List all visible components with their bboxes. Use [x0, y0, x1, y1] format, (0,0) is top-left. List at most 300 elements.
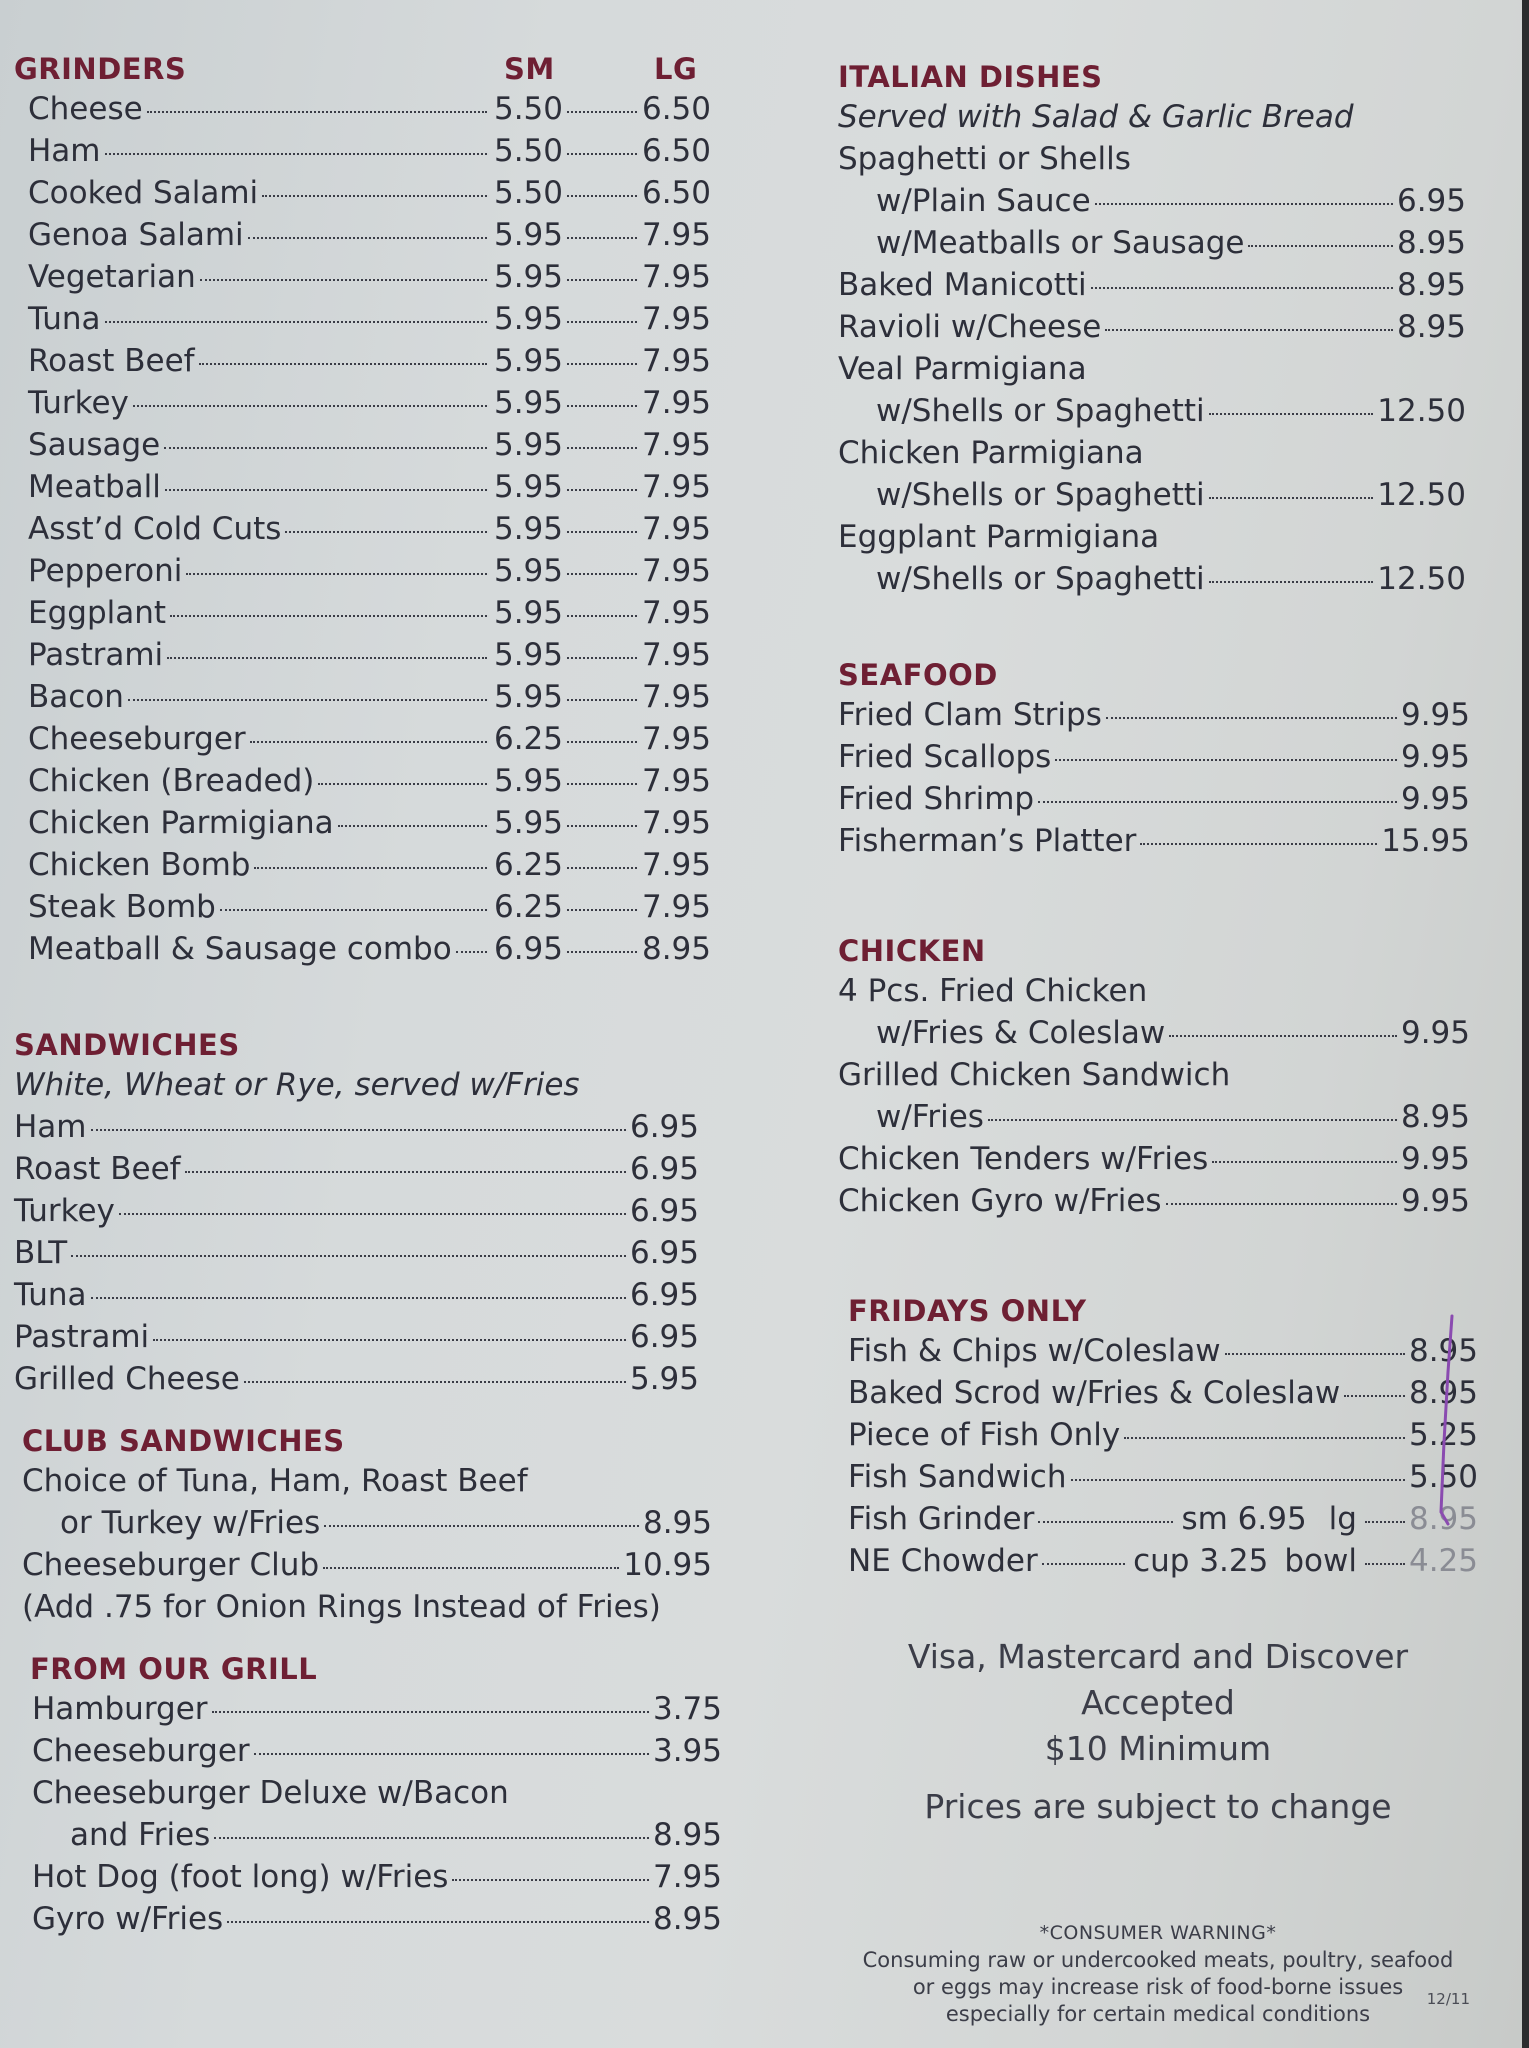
leader-dots: [567, 741, 637, 743]
grinder-lg-price: 7.95: [641, 553, 711, 589]
deluxe-price: 8.95: [652, 1817, 722, 1853]
meatballs-price: 8.95: [1396, 225, 1466, 261]
chicken-list: [838, 970, 1470, 1222]
gyro-price: 8.95: [652, 1901, 722, 1937]
spaghetti-line: Spaghetti or Shells: [838, 141, 1131, 177]
grilled-chicken-sub: w/Fries: [876, 1099, 984, 1135]
chowder-cup: cup 3.25: [1133, 1543, 1269, 1579]
grinder-row: [28, 424, 711, 466]
pen-mark-icon: [1436, 1312, 1454, 1534]
grilled-chicken-line: Grilled Chicken Sandwich: [838, 1057, 1231, 1093]
leader-dots: [105, 321, 487, 323]
piece-price: 5.25: [1408, 1417, 1478, 1453]
club-line2-price: 8.95: [642, 1505, 712, 1541]
club-note: (Add .75 for Onion Rings Instead of Fries): [22, 1589, 661, 1625]
leader-dots: [91, 1129, 626, 1131]
leader-dots: [567, 615, 637, 617]
grinder-lg-price: 7.95: [641, 217, 711, 253]
grinder-row: [28, 802, 711, 844]
leader-dots: [567, 405, 637, 407]
leader-dots: [567, 321, 637, 323]
grinder-name: Chicken (Breaded): [28, 763, 315, 799]
chowder-name: NE Chowder: [848, 1543, 1038, 1579]
sandwich-row: [14, 1106, 699, 1148]
sandwich-row-price: 6.95: [629, 1319, 699, 1355]
leader-dots: [262, 195, 487, 197]
leader-dots: [1209, 497, 1374, 499]
leader-dots: [1140, 843, 1377, 845]
leader-dots: [1365, 1521, 1405, 1523]
italian-row: [838, 222, 1466, 264]
chicken-parm-line: Chicken Parmigiana: [838, 435, 1144, 471]
grill-row: [32, 1688, 722, 1730]
plain-sauce-name: w/Plain Sauce: [876, 183, 1091, 219]
grill-row: [32, 1898, 722, 1940]
seafood-heading: SEAFOOD: [838, 658, 998, 692]
club-row-cheeseburger: [22, 1544, 712, 1586]
sandwich-row-name: Tuna: [14, 1277, 87, 1313]
leader-dots: [133, 405, 487, 407]
sandwich-row-price: 5.95: [629, 1361, 699, 1397]
leader-dots: [988, 1119, 1397, 1121]
grinder-row: [28, 172, 711, 214]
grinder-lg-price: 7.95: [641, 427, 711, 463]
grinder-sm-price: 6.25: [493, 721, 563, 757]
seafood-row: [838, 820, 1470, 862]
leader-dots: [567, 951, 637, 953]
sandwich-row: [14, 1274, 699, 1316]
grinder-lg-price: 7.95: [641, 637, 711, 673]
seafood-row-price: 9.95: [1400, 781, 1470, 817]
grinder-sm-price: 5.95: [493, 511, 563, 547]
fish-grinder-name: Fish Grinder: [848, 1501, 1035, 1537]
grinder-row: [28, 340, 711, 382]
grinder-row: [28, 466, 711, 508]
grinder-name: Bacon: [28, 679, 124, 715]
leader-dots: [164, 447, 487, 449]
leader-dots: [567, 699, 637, 701]
sandwich-row-price: 6.95: [629, 1151, 699, 1187]
sandwich-row: [14, 1316, 699, 1358]
seafood-row-price: 9.95: [1400, 739, 1470, 775]
left-column: [14, 50, 722, 1940]
club-list: [14, 1460, 712, 1628]
leader-dots: [220, 909, 487, 911]
italian-row: [838, 264, 1466, 306]
grill-list: [14, 1688, 722, 1940]
leader-dots: [1124, 1437, 1405, 1439]
italian-heading: ITALIAN DISHES: [838, 60, 1103, 94]
sandwich-row-name: Pastrami: [14, 1319, 150, 1355]
leader-dots: [165, 489, 487, 491]
leader-dots: [338, 825, 487, 827]
leader-dots: [1248, 245, 1393, 247]
fried-chicken-line: 4 Pcs. Fried Chicken: [838, 973, 1148, 1009]
seafood-row: [838, 694, 1470, 736]
fridays-row: [848, 1414, 1478, 1456]
leader-dots: [456, 951, 487, 953]
italian-row: [838, 474, 1466, 516]
tenders-price: 9.95: [1400, 1141, 1470, 1177]
chicken-row: [838, 1138, 1470, 1180]
sandwich-row: [14, 1358, 699, 1400]
warning-line: or eggs may increase risk of food-borne issues: [912, 1975, 1404, 1999]
leader-dots: [1106, 717, 1397, 719]
grinder-name: Chicken Bomb: [28, 847, 251, 883]
grinder-name: Ham: [28, 133, 101, 169]
grinders-heading: [14, 50, 714, 88]
italian-row: [838, 390, 1466, 432]
date-code: 12/11: [1426, 1990, 1470, 2008]
fish-chips-name: Fish & Chips w/Coleslaw: [848, 1333, 1221, 1369]
grinder-lg-price: 7.95: [641, 343, 711, 379]
prices-note: Prices are subject to change: [924, 1787, 1392, 1826]
grinder-sm-price: 5.95: [493, 301, 563, 337]
grinder-sm-price: 5.95: [493, 679, 563, 715]
gyro-name: Gyro w/Fries: [32, 1901, 224, 1937]
leader-dots: [200, 279, 487, 281]
leader-dots: [318, 783, 487, 785]
leader-dots: [567, 111, 637, 113]
fridays-row: [848, 1456, 1478, 1498]
grinder-lg-price: 7.95: [641, 259, 711, 295]
leader-dots: [567, 237, 637, 239]
chicken-heading: CHICKEN: [838, 934, 986, 968]
seafood-row-price: 9.95: [1400, 697, 1470, 733]
sandwiches-subtitle: White, Wheat or Rye, served w/Fries: [14, 1067, 580, 1103]
leader-dots: [452, 1879, 649, 1881]
leader-dots: [244, 1381, 626, 1383]
leader-dots: [1038, 1521, 1173, 1523]
leader-dots: [254, 1753, 649, 1755]
sandwich-row-price: 6.95: [629, 1109, 699, 1145]
leader-dots: [248, 237, 487, 239]
leader-dots: [250, 741, 487, 743]
fridays-heading: FRIDAYS ONLY: [848, 1294, 1087, 1328]
grill-row: [32, 1856, 722, 1898]
seafood-row-name: Fried Clam Strips: [838, 697, 1102, 733]
grinder-name: Cheeseburger: [28, 721, 246, 757]
leader-dots: [212, 1711, 649, 1713]
sandwich-row: [14, 1232, 699, 1274]
fridays-row: [848, 1372, 1478, 1414]
grinder-sm-price: 5.95: [493, 469, 563, 505]
leader-dots: [567, 153, 637, 155]
grinder-row: [28, 844, 711, 886]
fish-sandwich-price: 5.50: [1408, 1459, 1478, 1495]
leader-dots: [199, 363, 487, 365]
grinder-row: [28, 634, 711, 676]
leader-dots: [567, 573, 637, 575]
grinder-row: [28, 130, 711, 172]
seafood-row: [838, 778, 1470, 820]
grinder-row: [28, 88, 711, 130]
deluxe-line1: Cheeseburger Deluxe w/Bacon: [32, 1775, 509, 1811]
fish-grinder-sm: sm 6.95: [1181, 1501, 1307, 1537]
chicken-row: [838, 1096, 1470, 1138]
club-row-choice: [22, 1502, 712, 1544]
grinder-row: [28, 382, 711, 424]
fish-chips-price: 8.95: [1408, 1333, 1478, 1369]
chicken-parm-sub: w/Shells or Spaghetti: [876, 477, 1205, 513]
leader-dots: [186, 573, 487, 575]
grinder-lg-price: 7.95: [641, 721, 711, 757]
warning-title: *CONSUMER WARNING*: [1039, 1922, 1277, 1944]
grinder-name: Cheese: [28, 91, 143, 127]
leader-dots: [567, 783, 637, 785]
leader-dots: [567, 531, 637, 533]
grinder-name: Chicken Parmigiana: [28, 805, 334, 841]
leader-dots: [567, 825, 637, 827]
fridays-row: [848, 1498, 1478, 1540]
leader-dots: [567, 195, 637, 197]
grilled-chicken-price: 8.95: [1400, 1099, 1470, 1135]
leader-dots: [153, 1339, 626, 1341]
sandwich-row: [14, 1148, 699, 1190]
ravioli-price: 8.95: [1396, 309, 1466, 345]
leader-dots: [567, 657, 637, 659]
fried-chicken-price: 9.95: [1400, 1015, 1470, 1051]
eggplant-parm-sub: w/Shells or Spaghetti: [876, 561, 1205, 597]
grinder-sm-price: 5.50: [493, 133, 563, 169]
seafood-row-name: Fried Scallops: [838, 739, 1052, 775]
club-line1: Choice of Tuna, Ham, Roast Beef: [22, 1463, 528, 1499]
grinder-row: [28, 592, 711, 634]
fish-sandwich-name: Fish Sandwich: [848, 1459, 1067, 1495]
veal-price: 12.50: [1377, 393, 1466, 429]
grinder-row: [28, 508, 711, 550]
tenders-name: Chicken Tenders w/Fries: [838, 1141, 1209, 1177]
grinder-lg-price: 7.95: [641, 679, 711, 715]
chowder-bowl-price: 4.25: [1408, 1543, 1478, 1579]
grinder-sm-price: 5.95: [493, 217, 563, 253]
chowder-bowl-label: bowl: [1284, 1543, 1357, 1579]
grinder-lg-price: 7.95: [641, 763, 711, 799]
grinder-row: [28, 760, 711, 802]
leader-dots: [214, 1837, 649, 1839]
warning-line: especially for certain medical conditions: [945, 2002, 1371, 2026]
grinder-sm-price: 5.95: [493, 637, 563, 673]
italian-row: [838, 306, 1466, 348]
grinder-sm-price: 5.50: [493, 91, 563, 127]
grinder-lg-price: 7.95: [641, 805, 711, 841]
leader-dots: [567, 363, 637, 365]
italian-list: [838, 138, 1466, 600]
grinder-lg-price: 7.95: [641, 889, 711, 925]
grinder-row: [28, 886, 711, 928]
leader-dots: [1365, 1563, 1405, 1565]
grinder-lg-price: 7.95: [641, 469, 711, 505]
fried-chicken-sub: w/Fries & Coleslaw: [876, 1015, 1166, 1051]
italian-row: [838, 558, 1466, 600]
grinder-lg-price: 7.95: [641, 385, 711, 421]
leader-dots: [567, 279, 637, 281]
grinder-name: Tuna: [28, 301, 101, 337]
grinder-sm-price: 5.95: [493, 805, 563, 841]
grinder-sm-price: 5.95: [493, 763, 563, 799]
right-column: [838, 58, 1478, 2028]
eggplant-parm-line: Eggplant Parmigiana: [838, 519, 1160, 555]
chicken-row: [838, 1012, 1470, 1054]
grinder-sm-price: 6.25: [493, 847, 563, 883]
grinder-lg-price: 6.50: [641, 133, 711, 169]
leader-dots: [105, 153, 487, 155]
leader-dots: [285, 531, 487, 533]
grinder-lg-price: 7.95: [641, 847, 711, 883]
scrod-name: Baked Scrod w/Fries & Coleslaw: [848, 1375, 1341, 1411]
leader-dots: [1095, 203, 1393, 205]
grinder-lg-price: 7.95: [641, 511, 711, 547]
leader-dots: [1209, 581, 1374, 583]
leader-dots: [128, 699, 487, 701]
grinder-name: Roast Beef: [28, 343, 195, 379]
leader-dots: [1169, 1035, 1397, 1037]
leader-dots: [167, 657, 487, 659]
seafood-row-name: Fisherman’s Platter: [838, 823, 1137, 859]
seafood-row: [838, 736, 1470, 778]
leader-dots: [147, 111, 487, 113]
plain-sauce-price: 6.95: [1396, 183, 1466, 219]
grinder-lg-price: 6.50: [641, 175, 711, 211]
fish-grinder-lg: 8.95: [1408, 1501, 1478, 1537]
grill-row: [32, 1814, 722, 1856]
cheeseburger-club-name: Cheeseburger Club: [22, 1547, 320, 1583]
grinder-row: [28, 676, 711, 718]
sandwich-row-name: Grilled Cheese: [14, 1361, 240, 1397]
grinder-lg-price: 7.95: [641, 595, 711, 631]
manicotti-price: 8.95: [1396, 267, 1466, 303]
leader-dots: [1071, 1479, 1405, 1481]
seafood-list: [838, 694, 1470, 862]
grinder-sm-price: 6.95: [493, 931, 563, 967]
chicken-gyro-name: Chicken Gyro w/Fries: [838, 1183, 1162, 1219]
leader-dots: [170, 615, 487, 617]
leader-dots: [567, 489, 637, 491]
grinder-name: Meatball: [28, 469, 161, 505]
italian-row: [838, 180, 1466, 222]
sandwich-row: [14, 1190, 699, 1232]
leader-dots: [1042, 1563, 1125, 1565]
grinder-sm-price: 5.95: [493, 385, 563, 421]
grinder-row: [28, 550, 711, 592]
leader-dots: [567, 909, 637, 911]
sandwiches-list: [14, 1106, 699, 1400]
grinder-name: Eggplant: [28, 595, 167, 631]
grinder-sm-price: 6.25: [493, 889, 563, 925]
grinder-sm-price: 5.95: [493, 595, 563, 631]
grinder-lg-price: 7.95: [641, 301, 711, 337]
hotdog-name: Hot Dog (foot long) w/Fries: [32, 1859, 449, 1895]
leader-dots: [1344, 1395, 1405, 1397]
leader-dots: [1105, 329, 1393, 331]
club-heading: CLUB SANDWICHES: [22, 1424, 345, 1458]
payment-info: [838, 1634, 1478, 1830]
leader-dots: [1209, 413, 1374, 415]
chicken-row: [838, 1180, 1470, 1222]
grill-row: [32, 1730, 722, 1772]
cheeseburger-name: Cheeseburger: [32, 1733, 250, 1769]
cheeseburger-club-price: 10.95: [623, 1547, 712, 1583]
piece-name: Piece of Fish Only: [848, 1417, 1121, 1453]
grinders-list: [14, 88, 711, 970]
leader-dots: [91, 1297, 626, 1299]
leader-dots: [71, 1255, 626, 1257]
veal-line: Veal Parmigiana: [838, 351, 1087, 387]
ravioli-name: Ravioli w/Cheese: [838, 309, 1102, 345]
sandwich-row-price: 6.95: [629, 1193, 699, 1229]
leader-dots: [185, 1171, 626, 1173]
grinder-row: [28, 718, 711, 760]
grinder-name: Asst’d Cold Cuts: [28, 511, 282, 547]
grinder-sm-price: 5.95: [493, 427, 563, 463]
grinders-sm-label: SM: [504, 52, 555, 86]
fish-grinder-lg-label: lg: [1328, 1501, 1357, 1537]
sandwiches-heading: SANDWICHES: [14, 1028, 240, 1062]
manicotti-name: Baked Manicotti: [838, 267, 1087, 303]
grinder-name: Cooked Salami: [28, 175, 259, 211]
fridays-row: [848, 1330, 1478, 1372]
meatballs-name: w/Meatballs or Sausage: [876, 225, 1245, 261]
leader-dots: [567, 447, 637, 449]
deluxe-line2: and Fries: [70, 1817, 211, 1853]
warning-line: Consuming raw or undercooked meats, poultry, seafood: [862, 1948, 1454, 1972]
grinder-name: Turkey: [28, 385, 129, 421]
leader-dots: [1212, 1161, 1397, 1163]
grinders-title: GRINDERS: [14, 52, 187, 86]
leader-dots: [1055, 759, 1397, 761]
seafood-row-name: Fried Shrimp: [838, 781, 1035, 817]
sandwich-row-price: 6.95: [629, 1235, 699, 1271]
hotdog-price: 7.95: [652, 1859, 722, 1895]
sandwich-row-name: Turkey: [14, 1193, 115, 1229]
scrod-price: 8.95: [1408, 1375, 1478, 1411]
grill-heading: FROM OUR GRILL: [30, 1652, 318, 1686]
grinder-sm-price: 5.50: [493, 175, 563, 211]
grinder-name: Vegetarian: [28, 259, 196, 295]
leader-dots: [567, 867, 637, 869]
grinder-sm-price: 5.95: [493, 553, 563, 589]
leader-dots: [1091, 287, 1393, 289]
leader-dots: [227, 1921, 649, 1923]
sandwich-row-price: 6.95: [629, 1277, 699, 1313]
grinder-name: Steak Bomb: [28, 889, 216, 925]
grinder-lg-price: 6.50: [641, 91, 711, 127]
grinder-row: [28, 298, 711, 340]
grinder-row: [28, 214, 711, 256]
grinder-sm-price: 5.95: [493, 259, 563, 295]
grinder-name: Pepperoni: [28, 553, 183, 589]
fridays-list: [838, 1330, 1478, 1582]
cheeseburger-price: 3.95: [652, 1733, 722, 1769]
leader-dots: [323, 1567, 619, 1569]
grinder-lg-price: 8.95: [641, 931, 711, 967]
grinder-row: [28, 256, 711, 298]
grinders-lg-label: LG: [654, 52, 698, 86]
eggplant-parm-price: 12.50: [1377, 561, 1466, 597]
grinder-name: Pastrami: [28, 637, 164, 673]
grinder-name: Meatball & Sausage combo: [28, 931, 452, 967]
cards-accepted: Visa, Mastercard and Discover Accepted: [907, 1637, 1409, 1722]
leader-dots: [1225, 1353, 1405, 1355]
chicken-parm-price: 12.50: [1377, 477, 1466, 513]
sandwich-row-name: Roast Beef: [14, 1151, 181, 1187]
minimum-charge: $10 Minimum: [1044, 1729, 1272, 1768]
hamburger-name: Hamburger: [32, 1691, 208, 1727]
club-line2: or Turkey w/Fries: [60, 1505, 321, 1541]
leader-dots: [1038, 801, 1397, 803]
hamburger-price: 3.75: [652, 1691, 722, 1727]
grinder-name: Sausage: [28, 427, 161, 463]
